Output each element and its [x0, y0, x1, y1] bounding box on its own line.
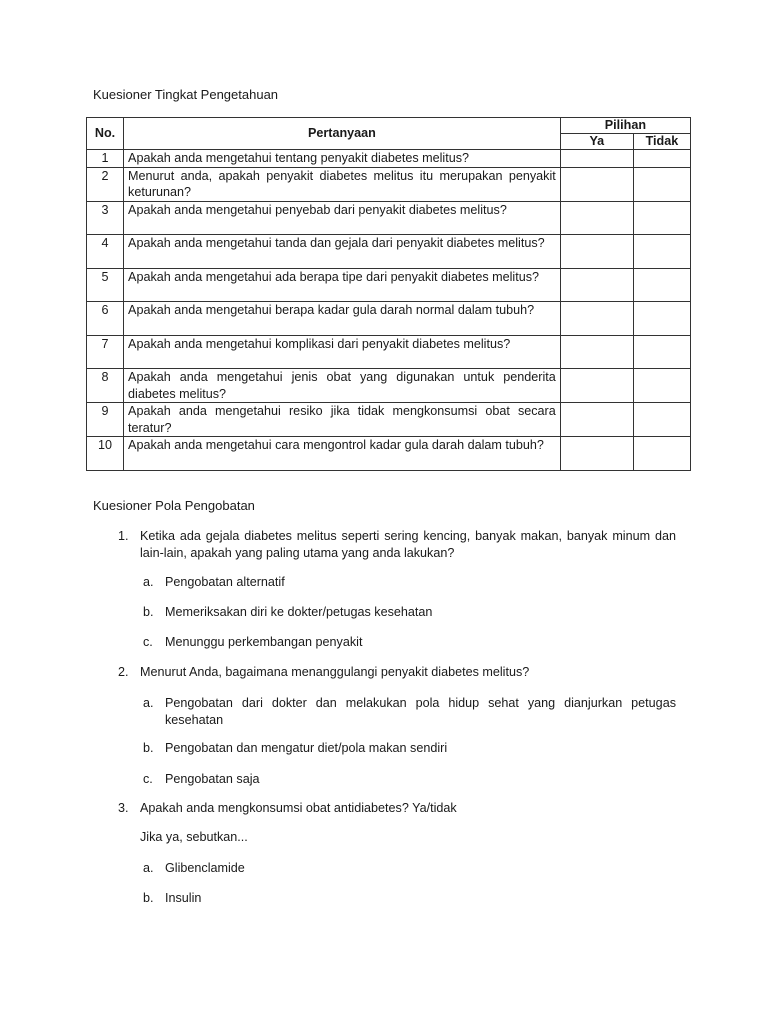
table-row: [87, 167, 691, 201]
header-choice: Pilihan: [560, 118, 690, 134]
table-row: [87, 302, 691, 336]
option-text: Glibenclamide: [165, 861, 245, 875]
option-letter: b.: [143, 891, 154, 905]
row-number: 8: [87, 369, 124, 403]
answer-yes-cell[interactable]: [560, 235, 633, 269]
section2-title: Kuesioner Pola Pengobatan: [93, 498, 255, 513]
option-text: Pengobatan alternatif: [165, 575, 285, 589]
answer-no-cell[interactable]: [633, 235, 690, 269]
header-no: No.: [87, 118, 124, 150]
table-row: [87, 235, 691, 269]
option: [143, 634, 676, 651]
option-letter: a.: [143, 575, 154, 589]
answer-yes-cell[interactable]: [560, 201, 633, 235]
section1-title: Kuesioner Tingkat Pengetahuan: [93, 87, 279, 102]
option-letter: b.: [143, 741, 154, 755]
option-text: Pengobatan saja: [165, 772, 260, 786]
option: [143, 771, 676, 788]
question-text: Apakah anda mengetahui berapa kadar gula darah normal dalam tubuh?: [124, 302, 561, 336]
question-text: Apakah anda mengetahui tanda dan gejala dari penyakit diabetes melitus?: [124, 235, 561, 269]
option-text: Pengobatan dari dokter dan melakukan pola hidup sehat yang dianjurkan petugas kesehatan: [165, 696, 676, 727]
answer-yes-cell[interactable]: [560, 437, 633, 471]
question-text: Ketika ada gejala diabetes melitus seperti sering kencing, banyak makan, banyak minum dan lain-lain, apakah yang paling utama yang anda lakukan?: [140, 529, 676, 560]
header-no-answer: Tidak: [633, 134, 690, 150]
question-text: Apakah anda mengetahui cara mengontrol kadar gula darah dalam tubuh?: [124, 437, 561, 471]
answer-yes-cell[interactable]: [560, 335, 633, 369]
row-number: 6: [87, 302, 124, 336]
question-2: [118, 664, 676, 681]
answer-yes-cell[interactable]: [560, 167, 633, 201]
answer-yes-cell[interactable]: [560, 302, 633, 336]
question-text: Apakah anda mengetahui resiko jika tidak mengkonsumsi obat secara teratur?: [124, 403, 561, 437]
question-text: Apakah anda mengkonsumsi obat antidiabetes? Ya/tidak: [140, 801, 457, 815]
option: [143, 695, 676, 729]
question-text: Apakah anda mengetahui komplikasi dari penyakit diabetes melitus?: [124, 335, 561, 369]
answer-no-cell[interactable]: [633, 403, 690, 437]
question-number: 3.: [118, 801, 129, 815]
option: [143, 604, 676, 621]
option-letter: b.: [143, 605, 154, 619]
table-row: [87, 437, 691, 471]
answer-no-cell[interactable]: [633, 268, 690, 302]
option-text: Insulin: [165, 891, 202, 905]
answer-no-cell[interactable]: [633, 167, 690, 201]
table-row: [87, 335, 691, 369]
header-yes: Ya: [560, 134, 633, 150]
answer-no-cell[interactable]: [633, 335, 690, 369]
row-number: 10: [87, 437, 124, 471]
answer-yes-cell[interactable]: [560, 268, 633, 302]
row-number: 7: [87, 335, 124, 369]
table-row: [87, 201, 691, 235]
question-text: Apakah anda mengetahui ada berapa tipe dari penyakit diabetes melitus?: [124, 268, 561, 302]
followup-text: Jika ya, sebutkan...: [140, 830, 248, 844]
row-number: 1: [87, 150, 124, 168]
answer-yes-cell[interactable]: [560, 403, 633, 437]
table-row: [87, 150, 691, 168]
answer-no-cell[interactable]: [633, 437, 690, 471]
row-number: 9: [87, 403, 124, 437]
option: [143, 574, 676, 591]
question-number: 1.: [118, 529, 129, 543]
option-letter: c.: [143, 772, 153, 786]
option-text: Memeriksakan diri ke dokter/petugas kesehatan: [165, 605, 433, 619]
knowledge-questionnaire-table: [86, 117, 691, 471]
row-number: 4: [87, 235, 124, 269]
table-row: [87, 369, 691, 403]
option-text: Menunggu perkembangan penyakit: [165, 635, 363, 649]
question-text: Apakah anda mengetahui penyebab dari penyakit diabetes melitus?: [124, 201, 561, 235]
answer-no-cell[interactable]: [633, 302, 690, 336]
row-number: 2: [87, 167, 124, 201]
answer-yes-cell[interactable]: [560, 369, 633, 403]
option: [143, 890, 676, 907]
answer-yes-cell[interactable]: [560, 150, 633, 168]
question-text: Menurut anda, apakah penyakit diabetes melitus itu merupakan penyakit keturunan?: [124, 167, 561, 201]
answer-no-cell[interactable]: [633, 150, 690, 168]
option-letter: a.: [143, 861, 154, 875]
row-number: 3: [87, 201, 124, 235]
question-number: 2.: [118, 665, 129, 679]
question-text: Menurut Anda, bagaimana menanggulangi penyakit diabetes melitus?: [140, 665, 530, 679]
table-row: [87, 403, 691, 437]
table-row: [87, 268, 691, 302]
question-text: Apakah anda mengetahui tentang penyakit diabetes melitus?: [124, 150, 561, 168]
option-text: Pengobatan dan mengatur diet/pola makan sendiri: [165, 741, 448, 755]
question-3: [118, 800, 676, 817]
option: [143, 860, 676, 877]
header-question: Pertanyaan: [124, 118, 561, 150]
option-letter: c.: [143, 635, 153, 649]
question-text: Apakah anda mengetahui jenis obat yang digunakan untuk penderita diabetes melitus?: [124, 369, 561, 403]
option-letter: a.: [143, 696, 154, 710]
answer-no-cell[interactable]: [633, 201, 690, 235]
option: [143, 740, 676, 757]
row-number: 5: [87, 268, 124, 302]
question-1: [118, 528, 676, 562]
answer-no-cell[interactable]: [633, 369, 690, 403]
